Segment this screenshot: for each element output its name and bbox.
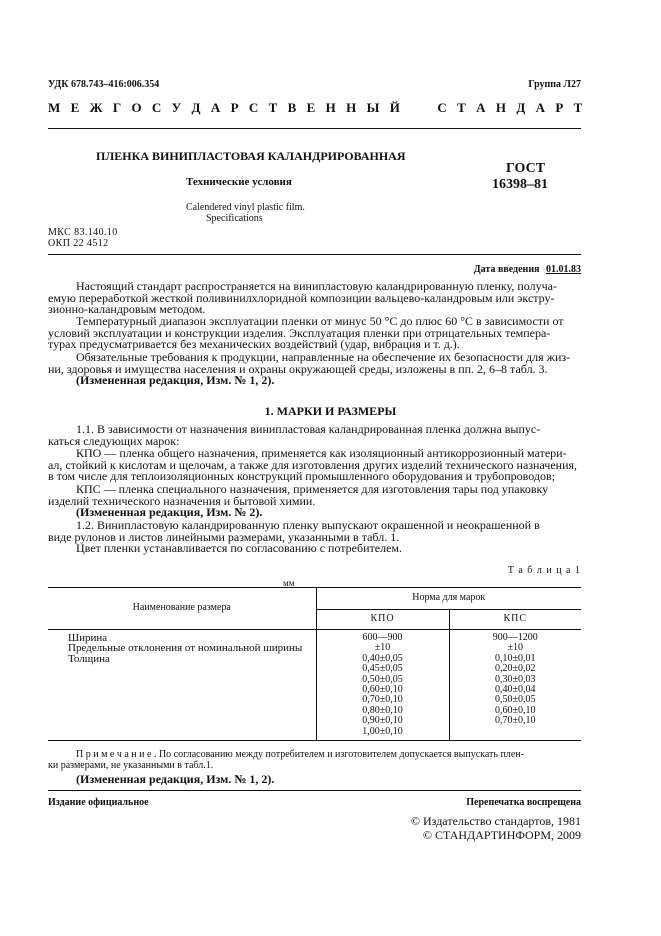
intro-date xyxy=(474,265,581,275)
kpo-value: 0,45±0,05 xyxy=(362,663,403,675)
text-line: ал, стойкий к кислотам и щелочам, а также для изготовления других изделий технического назначения, xyxy=(48,457,578,472)
kpo-value: 1,00±0,10 xyxy=(362,725,403,737)
mks-code: МКС 83.140.10 xyxy=(48,227,118,238)
kps-value: 0,30±0,03 xyxy=(495,673,536,685)
document-subtitle: Технические условия xyxy=(186,176,292,188)
copyright-line: © СТАНДАРТИНФОРМ, 2009 xyxy=(422,828,581,842)
copyright-block xyxy=(411,814,581,842)
text-line: турах предусматривается без механических воздействий (удар, вибрация и т. д.). xyxy=(48,337,460,351)
kps-value: 0,60±0,10 xyxy=(495,704,536,716)
text-line: изделий технического назначения и бытовой химии. xyxy=(48,493,316,508)
kps-value: 0,40±0,04 xyxy=(495,684,536,696)
section-heading: 1. МАРКИ И РАЗМЕРЫ xyxy=(264,404,397,418)
intro-paragraph-1 xyxy=(48,281,581,316)
text-line: в том числе для теплоизоляционных конструкций промышленного оборудования и трубопроводов; xyxy=(48,469,556,483)
edition-label: Издание официальное xyxy=(48,797,149,808)
udk-code: УДК 678.743–416:006.354 xyxy=(48,79,160,90)
group-code: Группа Л27 xyxy=(528,79,581,90)
title-rule xyxy=(48,254,581,255)
header-norm: Норма для марок xyxy=(316,588,581,610)
gost-label: ГОСТ xyxy=(506,161,546,176)
text-line: 1.2. Винипластовую каландрированную пленку выпускают окрашенной и неокрашенной в xyxy=(76,518,540,532)
text-line: Температурный диапазон эксплуатации пленки от минус 50 °С до плюс 60 °С в зависимости от xyxy=(76,314,564,328)
note-line: ки размерами, не указанными в табл.1. xyxy=(48,760,214,771)
kpo-value: 0,80±0,10 xyxy=(362,704,403,716)
paragraph-kps xyxy=(48,484,581,519)
row-deviation: Предельные отклонения от номинальной ширины xyxy=(68,642,303,655)
kps-value: ±10 xyxy=(507,642,523,654)
paragraph-kpo xyxy=(48,448,581,483)
kpo-value: 0,60±0,10 xyxy=(362,684,403,696)
gost-number: 16398–81 xyxy=(492,177,548,192)
note-line: П р и м е ч а н и е . По согласованию между потребителем и изготовителем допускается выпускать плен- xyxy=(76,749,524,760)
kpo-value: 0,40±0,05 xyxy=(362,652,403,664)
table-note xyxy=(48,749,581,771)
kpo-value: ±10 xyxy=(374,642,391,654)
edit-note-3: (Измененная редакция, Изм. № 1, 2). xyxy=(76,772,275,786)
kpo-value: 600—900 xyxy=(362,632,403,643)
kpo-values-cell xyxy=(316,630,449,741)
date-label: Дата введения xyxy=(473,264,540,275)
text-line: Настоящий стандарт распространяется на винипластовую каландрированную пленку, получа- xyxy=(76,279,557,293)
header-kps: КПС xyxy=(449,610,581,630)
reprint-label: Перепечатка воспрещена xyxy=(466,797,581,808)
kps-value: 0,20±0,02 xyxy=(495,663,536,675)
header-rule xyxy=(48,128,581,129)
footer-rule xyxy=(48,790,581,791)
edit-note: (Измененная редакция, Изм. № 2). xyxy=(76,505,263,519)
intro-paragraph-3 xyxy=(48,352,581,387)
date-value: 01.01.83 xyxy=(546,264,581,275)
text-line: виде рулонов и листов линейными размерами, указанными в табл. 1. xyxy=(48,529,400,544)
header-kpo: КПО xyxy=(316,610,449,630)
intro-paragraph-2 xyxy=(48,316,581,351)
kps-values-cell xyxy=(449,630,581,741)
english-title-line1: Calendered vinyl plastic film. xyxy=(186,202,305,213)
kpo-value: 0,70±0,10 xyxy=(362,694,403,706)
kps-value: 0,70±0,10 xyxy=(495,715,536,727)
english-title-line2: Specifications xyxy=(206,213,263,224)
text-line: Цвет пленки устанавливается по согласованию с потребителем. xyxy=(76,541,403,555)
text-line: емую переработкой жесткой поливинилхлоридной композиции вальцево-каландровым или экстру- xyxy=(48,290,555,305)
text-line: зионно-каландровым методом. xyxy=(48,302,206,316)
row-width: Ширина xyxy=(68,632,108,644)
paragraph-1-2 xyxy=(48,520,581,555)
paragraph-1-1 xyxy=(48,424,581,447)
text-line: Обязательные требования к продукции, направленные на обеспечение их безопасности для жиз- xyxy=(76,350,571,364)
row-thickness: Толщина xyxy=(68,652,110,665)
text-line: КПС — пленка специального назначения, применяется для изготовления тары под упаковку xyxy=(76,482,549,496)
table-1 xyxy=(48,587,581,741)
text-line: ни, здоровья и имущества населения и охраны окружающей среды, изложены в пп. 2, 6–8 табл. 3. xyxy=(48,361,548,376)
edit-note: (Измененная редакция, Изм. № 1, 2). xyxy=(76,373,275,387)
header-size-name: Наименование размера xyxy=(48,588,316,630)
table-caption: Т а б л и ц а 1 xyxy=(507,565,581,576)
kpo-value: 0,90±0,10 xyxy=(362,715,403,727)
okp-code: ОКП 22 4512 xyxy=(48,238,109,249)
kps-value: 900—1200 xyxy=(492,632,538,643)
standard-banner: М Е Ж Г О С У Д А Р С Т В Е Н Н Ы Й С Т А Н Д А Р Т xyxy=(48,100,586,115)
table-units: мм xyxy=(283,578,295,588)
text-line: 1.1. В зависимости от назначения винипластовая каландрированная пленка должна выпус- xyxy=(76,422,541,436)
text-line: КПО — пленка общего назначения, применяется как изоляционный антикоррозионный матери- xyxy=(76,446,567,460)
text-line: каться следующих марок: xyxy=(48,433,180,448)
kps-value: 0,50±0,05 xyxy=(495,694,536,706)
kpo-value: 0,50±0,05 xyxy=(362,673,403,685)
copyright-line: © Издательство стандартов, 1981 xyxy=(410,814,581,828)
size-names-cell xyxy=(48,630,316,741)
text-line: условий эксплуатации и конструкции изделия. Эксплуатация пленки при отрицательных темпера- xyxy=(48,325,551,340)
document-title: ПЛЕНКА ВИНИПЛАСТОВАЯ КАЛАНДРИРОВАННАЯ xyxy=(96,149,406,163)
kps-value: 0,10±0,01 xyxy=(495,652,536,664)
